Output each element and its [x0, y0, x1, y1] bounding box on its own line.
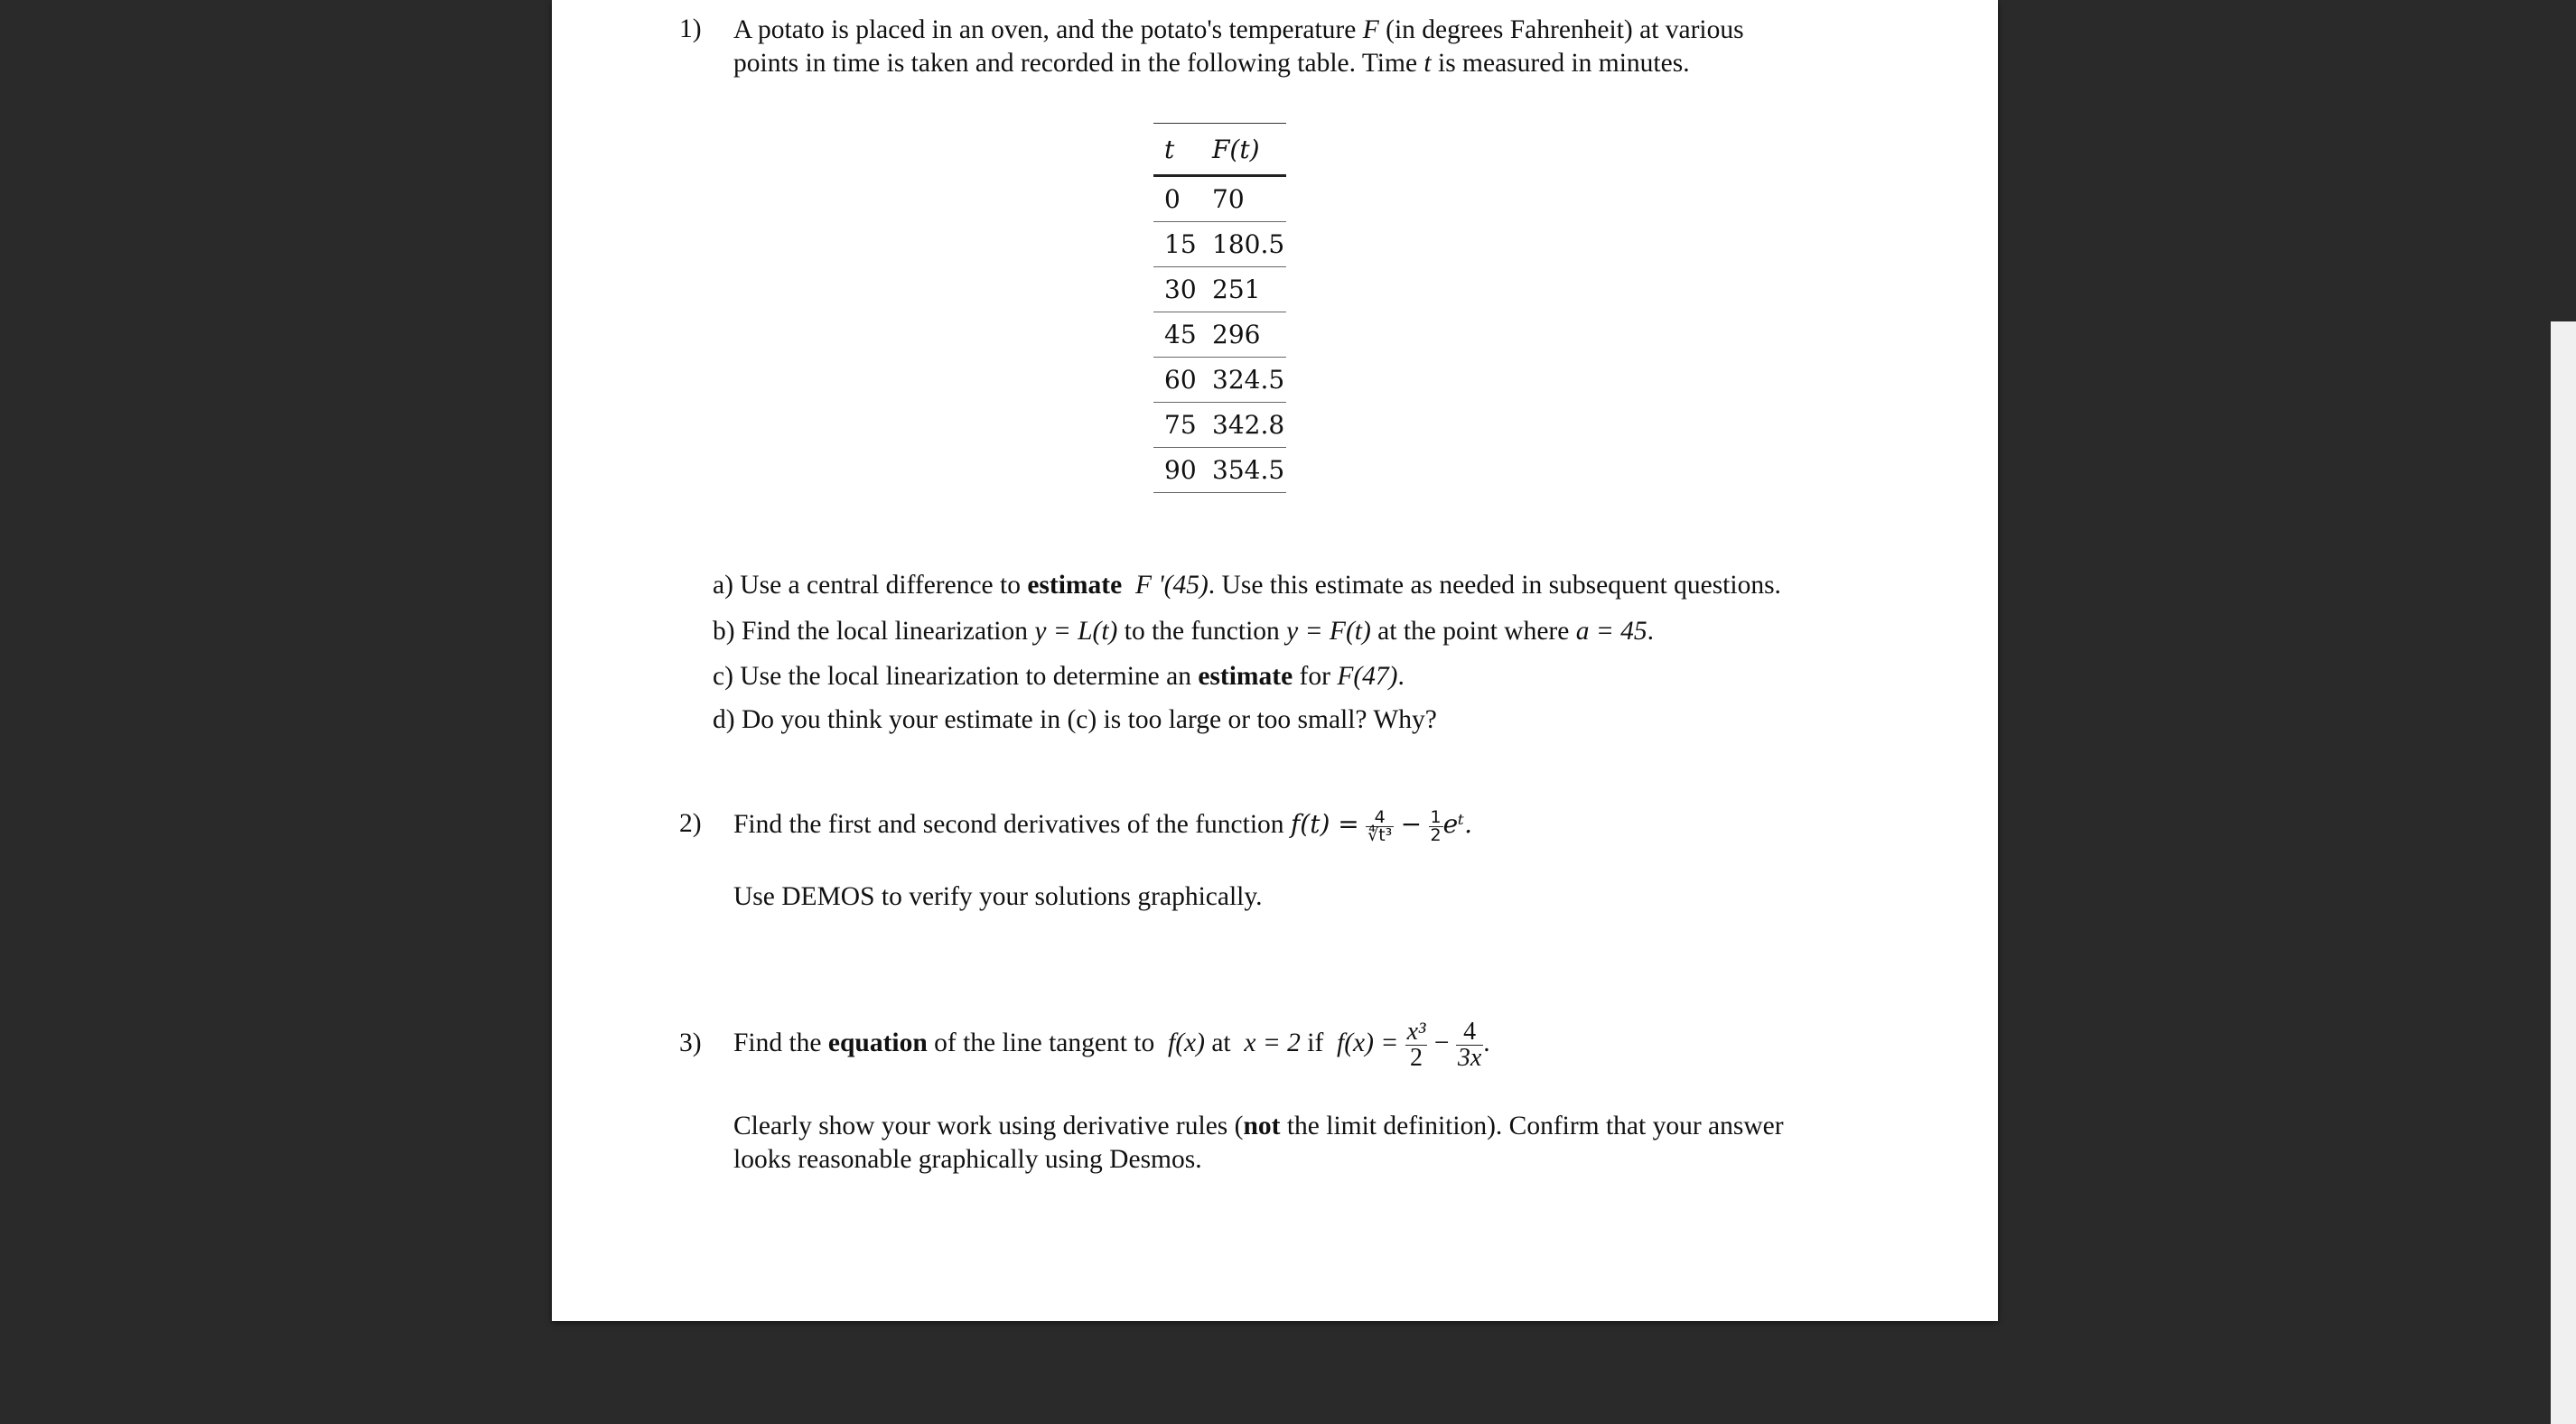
table-cell-t: 90: [1164, 455, 1197, 485]
table-header-Ft: F(t): [1212, 135, 1260, 164]
table-header-row: [1153, 124, 1286, 177]
q3-mid: of the line tangent to: [927, 1028, 1162, 1057]
q1b-math3: a = 45: [1575, 617, 1647, 646]
table-cell-F: 296: [1212, 320, 1261, 349]
q1a-pre: a) Use a central difference to: [713, 571, 1028, 600]
q2-frac2-den: 2: [1430, 824, 1442, 845]
q3-bold: equation: [827, 1028, 928, 1057]
table-cell-t: 45: [1164, 320, 1197, 349]
q1c-pre: c) Use the local linearization to determine an: [713, 662, 1199, 691]
q1-number: 1): [679, 14, 702, 43]
table-cell-t: 60: [1164, 365, 1197, 395]
table-header-t: t: [1164, 135, 1175, 164]
q3-math3: f(x) =: [1337, 1028, 1399, 1057]
q3-para-line1: [733, 1110, 1784, 1143]
q1b-pre: b) Find the local linearization: [713, 617, 1035, 646]
q2-line2: Use DEMOS to verify your solutions graphically.: [733, 882, 1263, 911]
q1c-math: F(47): [1337, 662, 1398, 691]
q3-minus: −: [1433, 1028, 1450, 1057]
q3-frac1-num: x³: [1406, 1017, 1426, 1046]
q2-fraction-2: [1429, 806, 1443, 845]
table-cell-t: 30: [1164, 275, 1197, 304]
q3-number: 3): [679, 1028, 702, 1057]
q3-pre: Find the: [733, 1028, 828, 1057]
table-cell-t: 15: [1164, 229, 1197, 259]
q1-line2-pre: points in time is taken and recorded in the following table. Time: [733, 49, 1424, 78]
q2-minus: −: [1400, 809, 1423, 839]
q1b-math1: y = L(t): [1034, 617, 1118, 646]
q3-fraction-1: [1405, 1019, 1428, 1071]
q2-pre: Find the first and second derivatives of the function: [733, 810, 1291, 839]
q1-part-c: [713, 660, 1405, 693]
q2-number: 2): [679, 809, 702, 838]
q2-tail: eᵗ.: [1442, 809, 1472, 839]
scrollbar-track[interactable]: [2551, 321, 2576, 1424]
q1a-post: . Use this estimate as needed in subsequent questions.: [1208, 571, 1781, 600]
q3-post: .: [1483, 1028, 1490, 1057]
q2-func: f(t) =: [1290, 809, 1359, 839]
q1b-post: .: [1647, 617, 1655, 646]
q1a-math: F '(45): [1134, 571, 1209, 600]
table-cell-F: 354.5: [1212, 455, 1285, 485]
q3-para-pre: Clearly show your work using derivative rules (: [733, 1112, 1244, 1140]
table-cell-F: 324.5: [1212, 365, 1285, 395]
q1a-bold: estimate: [1027, 571, 1123, 600]
table-cell-F: 342.8: [1212, 410, 1285, 440]
q2-frac2-num: 1: [1430, 806, 1442, 827]
q3-para-bold: not: [1243, 1112, 1281, 1140]
q1b-mid2: at the point where: [1370, 617, 1576, 646]
q1-line2: [733, 47, 1690, 80]
q1-part-b: [713, 615, 1654, 648]
q3-line1: [733, 1001, 1490, 1085]
q1-part-a: [713, 569, 1781, 602]
q3-math1: f(x): [1168, 1028, 1205, 1057]
q2-fraction-1: [1366, 806, 1394, 845]
table-row: [1153, 358, 1286, 403]
q2-frac1-num: 4: [1374, 806, 1386, 827]
table-row: [1153, 222, 1286, 267]
table-cell-t: 75: [1164, 410, 1197, 440]
q1c-mid: for: [1293, 662, 1338, 691]
table-cell-F: 70: [1212, 184, 1245, 214]
q1-part-d: d) Do you think your estimate in (c) is too large or too small? Why?: [713, 705, 1437, 734]
q1-var-t: t: [1423, 49, 1432, 78]
q2-line1: [733, 798, 1472, 851]
table-row: [1153, 448, 1286, 493]
q1-line1-pre: A potato is placed in an oven, and the potato's temperature: [733, 15, 1363, 44]
q3-para-post: the limit definition). Confirm that your answer: [1280, 1112, 1784, 1140]
table-row: [1153, 177, 1286, 222]
q1c-post: .: [1397, 662, 1405, 691]
q1-line1-post: (in degrees Fahrenheit) at various: [1378, 15, 1744, 44]
q3-frac1-den: 2: [1405, 1045, 1428, 1071]
q1b-mid: to the function: [1117, 617, 1287, 646]
q2-frac1-den: ∜t³: [1367, 824, 1393, 845]
q3-mid2: at: [1204, 1028, 1237, 1057]
q1c-bold: estimate: [1198, 662, 1293, 691]
table-row: [1153, 312, 1286, 358]
q1-line1: [733, 14, 1744, 47]
q3-fraction-2: [1456, 1019, 1483, 1071]
table-cell-t: 0: [1164, 184, 1181, 214]
q1-var-F: F: [1362, 15, 1379, 44]
q3-frac2-den: 3x: [1457, 1043, 1482, 1072]
table-cell-F: 180.5: [1212, 229, 1285, 259]
q3-frac2-num: 4: [1463, 1017, 1477, 1046]
table-cell-F: 251: [1212, 275, 1261, 304]
table-row: [1153, 403, 1286, 448]
table-row: [1153, 267, 1286, 312]
q3-math2: x = 2: [1244, 1028, 1301, 1057]
q3-para-line2: looks reasonable graphically using Desmos.: [733, 1145, 1202, 1174]
q1b-math2: y = F(t): [1286, 617, 1371, 646]
q1-line2-post: is measured in minutes.: [1431, 49, 1690, 78]
temperature-table: [1153, 123, 1286, 493]
q3-mid3: if: [1300, 1028, 1330, 1057]
